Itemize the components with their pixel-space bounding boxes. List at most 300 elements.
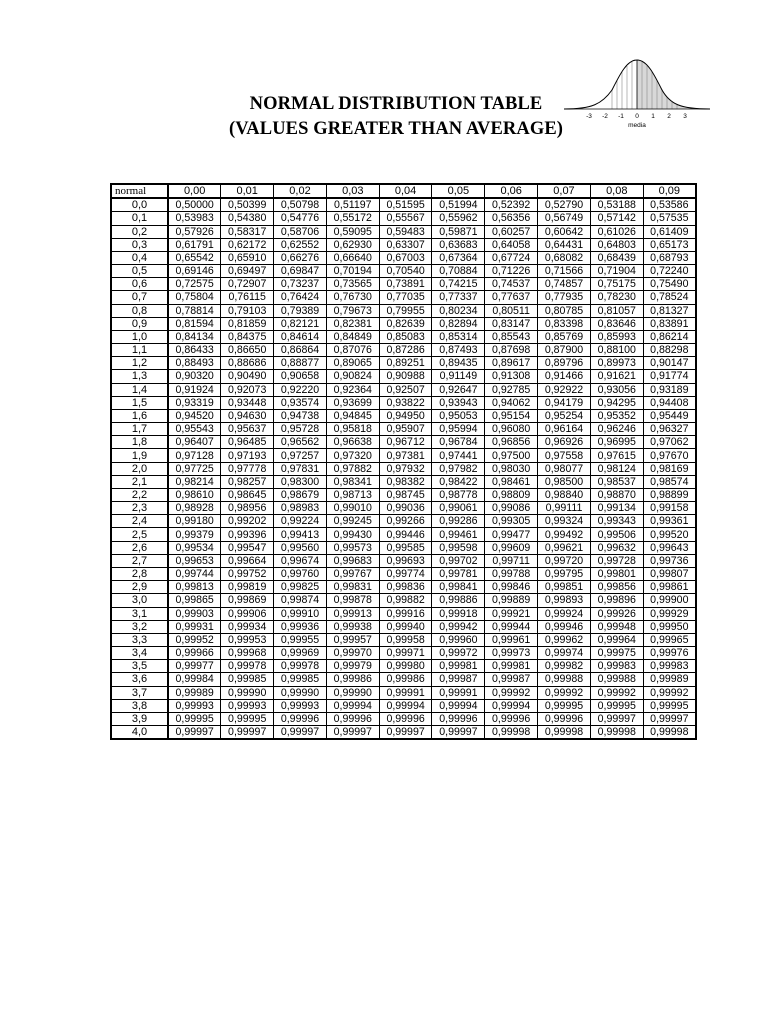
table-cell: 0,99683 bbox=[326, 554, 379, 567]
table-cell: 0,56356 bbox=[485, 212, 538, 225]
row-header: 1,0 bbox=[111, 330, 168, 343]
table-row bbox=[111, 567, 696, 580]
table-cell: 0,66640 bbox=[326, 251, 379, 264]
table-cell: 0,73891 bbox=[379, 278, 432, 291]
curve-tick-labels bbox=[586, 113, 687, 120]
table-cell: 0,99988 bbox=[538, 673, 591, 686]
table-cell: 0,96926 bbox=[538, 436, 591, 449]
row-header: 0,2 bbox=[111, 225, 168, 238]
tick-label: -2 bbox=[602, 113, 608, 120]
table-cell: 0,96485 bbox=[221, 436, 274, 449]
table-cell: 0,58317 bbox=[221, 225, 274, 238]
table-cell: 0,99653 bbox=[168, 554, 221, 567]
table-cell: 0,99978 bbox=[274, 660, 327, 673]
table-cell: 0,98983 bbox=[274, 502, 327, 515]
table-cell: 0,64058 bbox=[485, 238, 538, 251]
normal-table-container bbox=[110, 183, 697, 740]
table-cell: 0,99598 bbox=[432, 541, 485, 554]
table-row bbox=[111, 251, 696, 264]
table-cell: 0,99903 bbox=[168, 607, 221, 620]
table-cell: 0,70884 bbox=[432, 265, 485, 278]
table-row bbox=[111, 620, 696, 633]
table-cell: 0,62552 bbox=[274, 238, 327, 251]
table-cell: 0,99948 bbox=[590, 620, 643, 633]
table-cell: 0,97381 bbox=[379, 449, 432, 462]
table-cell: 0,99961 bbox=[485, 633, 538, 646]
table-cell: 0,99992 bbox=[485, 686, 538, 699]
table-cell: 0,79673 bbox=[326, 304, 379, 317]
table-cell: 0,78230 bbox=[590, 291, 643, 304]
tick-label: 3 bbox=[683, 113, 687, 120]
table-cell: 0,95818 bbox=[326, 423, 379, 436]
table-row bbox=[111, 449, 696, 462]
table-cell: 0,89065 bbox=[326, 357, 379, 370]
table-cell: 0,99998 bbox=[643, 726, 696, 740]
table-cell: 0,97441 bbox=[432, 449, 485, 462]
table-cell: 0,99934 bbox=[221, 620, 274, 633]
table-row bbox=[111, 686, 696, 699]
table-cell: 0,97558 bbox=[538, 449, 591, 462]
table-cell: 0,57535 bbox=[643, 212, 696, 225]
table-cell: 0,98169 bbox=[643, 462, 696, 475]
table-cell: 0,99991 bbox=[432, 686, 485, 699]
table-cell: 0,94408 bbox=[643, 396, 696, 409]
table-cell: 0,99767 bbox=[326, 567, 379, 580]
table-cell: 0,84134 bbox=[168, 330, 221, 343]
table-cell: 0,80511 bbox=[485, 304, 538, 317]
table-body bbox=[111, 198, 696, 739]
table-row bbox=[111, 647, 696, 660]
table-cell: 0,99036 bbox=[379, 502, 432, 515]
title-line-2: (VALUES GREATER THAN AVERAGE) bbox=[228, 119, 564, 139]
table-cell: 0,93822 bbox=[379, 396, 432, 409]
tick-label: 0 bbox=[635, 113, 639, 120]
row-header: 0,7 bbox=[111, 291, 168, 304]
table-row bbox=[111, 423, 696, 436]
row-header: 2,8 bbox=[111, 567, 168, 580]
table-cell: 0,98077 bbox=[538, 462, 591, 475]
table-cell: 0,99900 bbox=[643, 594, 696, 607]
table-cell: 0,99846 bbox=[485, 581, 538, 594]
tick-label: -3 bbox=[586, 113, 592, 120]
row-header: 0,1 bbox=[111, 212, 168, 225]
table-cell: 0,99874 bbox=[274, 594, 327, 607]
tick-label: 2 bbox=[667, 113, 671, 120]
table-cell: 0,97882 bbox=[326, 462, 379, 475]
table-cell: 0,99990 bbox=[221, 686, 274, 699]
table-cell: 0,99693 bbox=[379, 554, 432, 567]
table-cell: 0,59483 bbox=[379, 225, 432, 238]
row-header: 1,5 bbox=[111, 396, 168, 409]
table-cell: 0,99942 bbox=[432, 620, 485, 633]
table-row bbox=[111, 712, 696, 725]
table-cell: 0,97778 bbox=[221, 462, 274, 475]
table-cell: 0,95907 bbox=[379, 423, 432, 436]
table-cell: 0,99825 bbox=[274, 581, 327, 594]
table-cell: 0,99343 bbox=[590, 515, 643, 528]
table-cell: 0,83398 bbox=[538, 317, 591, 330]
table-cell: 0,99795 bbox=[538, 567, 591, 580]
row-header: 2,0 bbox=[111, 462, 168, 475]
column-header: 0,00 bbox=[168, 184, 221, 198]
row-header: 0,9 bbox=[111, 317, 168, 330]
table-cell: 0,99836 bbox=[379, 581, 432, 594]
table-cell: 0,99702 bbox=[432, 554, 485, 567]
row-header: 3,8 bbox=[111, 699, 168, 712]
table-cell: 0,51994 bbox=[432, 198, 485, 212]
table-cell: 0,99936 bbox=[274, 620, 327, 633]
table-cell: 0,90147 bbox=[643, 357, 696, 370]
table-cell: 0,79389 bbox=[274, 304, 327, 317]
table-cell: 0,99010 bbox=[326, 502, 379, 515]
table-cell: 0,67003 bbox=[379, 251, 432, 264]
column-header: 0,02 bbox=[274, 184, 327, 198]
table-cell: 0,60642 bbox=[538, 225, 591, 238]
table-cell: 0,98610 bbox=[168, 488, 221, 501]
table-cell: 0,83891 bbox=[643, 317, 696, 330]
table-cell: 0,99774 bbox=[379, 567, 432, 580]
table-cell: 0,99906 bbox=[221, 607, 274, 620]
table-cell: 0,95254 bbox=[538, 409, 591, 422]
row-header: 0,4 bbox=[111, 251, 168, 264]
table-cell: 0,54776 bbox=[274, 212, 327, 225]
table-cell: 0,98030 bbox=[485, 462, 538, 475]
table-cell: 0,94295 bbox=[590, 396, 643, 409]
table-cell: 0,98745 bbox=[379, 488, 432, 501]
table-row bbox=[111, 607, 696, 620]
table-cell: 0,99492 bbox=[538, 528, 591, 541]
table-cell: 0,63683 bbox=[432, 238, 485, 251]
row-header: 3,0 bbox=[111, 594, 168, 607]
table-cell: 0,67724 bbox=[485, 251, 538, 264]
table-cell: 0,61409 bbox=[643, 225, 696, 238]
row-header: 1,8 bbox=[111, 436, 168, 449]
table-cell: 0,86214 bbox=[643, 330, 696, 343]
table-cell: 0,99361 bbox=[643, 515, 696, 528]
table-cell: 0,52790 bbox=[538, 198, 591, 212]
table-cell: 0,97320 bbox=[326, 449, 379, 462]
table-cell: 0,99266 bbox=[379, 515, 432, 528]
table-cell: 0,83147 bbox=[485, 317, 538, 330]
table-cell: 0,99547 bbox=[221, 541, 274, 554]
table-cell: 0,97062 bbox=[643, 436, 696, 449]
table-cell: 0,90988 bbox=[379, 370, 432, 383]
table-cell: 0,72907 bbox=[221, 278, 274, 291]
table-cell: 0,82639 bbox=[379, 317, 432, 330]
table-cell: 0,99997 bbox=[221, 726, 274, 740]
table-cell: 0,91621 bbox=[590, 370, 643, 383]
table-cell: 0,70194 bbox=[326, 265, 379, 278]
table-cell: 0,56749 bbox=[538, 212, 591, 225]
table-cell: 0,99992 bbox=[538, 686, 591, 699]
row-header: 3,4 bbox=[111, 647, 168, 660]
table-cell: 0,99994 bbox=[432, 699, 485, 712]
table-cell: 0,99993 bbox=[274, 699, 327, 712]
table-cell: 0,87076 bbox=[326, 344, 379, 357]
table-cell: 0,99992 bbox=[643, 686, 696, 699]
table-cell: 0,99996 bbox=[538, 712, 591, 725]
table-cell: 0,79955 bbox=[379, 304, 432, 317]
title-line-1: NORMAL DISTRIBUTION TABLE bbox=[249, 94, 543, 114]
table-cell: 0,93943 bbox=[432, 396, 485, 409]
table-cell: 0,67364 bbox=[432, 251, 485, 264]
table-cell: 0,99461 bbox=[432, 528, 485, 541]
column-header: 0,09 bbox=[643, 184, 696, 198]
table-cell: 0,99987 bbox=[485, 673, 538, 686]
table-cell: 0,61026 bbox=[590, 225, 643, 238]
table-cell: 0,99224 bbox=[274, 515, 327, 528]
table-cell: 0,98422 bbox=[432, 475, 485, 488]
table-cell: 0,99841 bbox=[432, 581, 485, 594]
table-cell: 0,76115 bbox=[221, 291, 274, 304]
table-cell: 0,68082 bbox=[538, 251, 591, 264]
column-header: 0,05 bbox=[432, 184, 485, 198]
table-cell: 0,99918 bbox=[432, 607, 485, 620]
table-cell: 0,77035 bbox=[379, 291, 432, 304]
table-cell: 0,98870 bbox=[590, 488, 643, 501]
table-cell: 0,87286 bbox=[379, 344, 432, 357]
table-cell: 0,99931 bbox=[168, 620, 221, 633]
table-cell: 0,98809 bbox=[485, 488, 538, 501]
table-cell: 0,99995 bbox=[643, 699, 696, 712]
table-cell: 0,96562 bbox=[274, 436, 327, 449]
table-cell: 0,99969 bbox=[274, 647, 327, 660]
table-cell: 0,85083 bbox=[379, 330, 432, 343]
table-cell: 0,85543 bbox=[485, 330, 538, 343]
table-cell: 0,98840 bbox=[538, 488, 591, 501]
table-cell: 0,99910 bbox=[274, 607, 327, 620]
table-cell: 0,91774 bbox=[643, 370, 696, 383]
table-cell: 0,99985 bbox=[221, 673, 274, 686]
tick-label: -1 bbox=[618, 113, 624, 120]
table-cell: 0,55172 bbox=[326, 212, 379, 225]
table-cell: 0,99728 bbox=[590, 554, 643, 567]
row-header: 0,3 bbox=[111, 238, 168, 251]
table-cell: 0,99180 bbox=[168, 515, 221, 528]
table-cell: 0,81594 bbox=[168, 317, 221, 330]
table-cell: 0,99856 bbox=[590, 581, 643, 594]
table-cell: 0,95053 bbox=[432, 409, 485, 422]
table-cell: 0,99938 bbox=[326, 620, 379, 633]
table-cell: 0,99831 bbox=[326, 581, 379, 594]
table-cell: 0,98713 bbox=[326, 488, 379, 501]
row-header: 0,0 bbox=[111, 198, 168, 212]
table-cell: 0,75175 bbox=[590, 278, 643, 291]
table-cell: 0,98956 bbox=[221, 502, 274, 515]
table-cell: 0,87900 bbox=[538, 344, 591, 357]
table-cell: 0,97831 bbox=[274, 462, 327, 475]
table-cell: 0,92785 bbox=[485, 383, 538, 396]
header-row bbox=[111, 184, 696, 198]
table-cell: 0,99788 bbox=[485, 567, 538, 580]
table-row bbox=[111, 357, 696, 370]
table-cell: 0,99921 bbox=[485, 607, 538, 620]
row-header: 3,9 bbox=[111, 712, 168, 725]
table-cell: 0,99996 bbox=[432, 712, 485, 725]
table-cell: 0,99976 bbox=[643, 647, 696, 660]
table-row bbox=[111, 409, 696, 422]
row-header: 0,5 bbox=[111, 265, 168, 278]
table-cell: 0,98382 bbox=[379, 475, 432, 488]
table-cell: 0,64431 bbox=[538, 238, 591, 251]
table-cell: 0,94630 bbox=[221, 409, 274, 422]
row-header: 2,5 bbox=[111, 528, 168, 541]
table-cell: 0,71904 bbox=[590, 265, 643, 278]
table-cell: 0,50798 bbox=[274, 198, 327, 212]
table-cell: 0,95994 bbox=[432, 423, 485, 436]
table-cell: 0,89973 bbox=[590, 357, 643, 370]
table-cell: 0,99865 bbox=[168, 594, 221, 607]
table-cell: 0,98899 bbox=[643, 488, 696, 501]
table-cell: 0,50399 bbox=[221, 198, 274, 212]
table-cell: 0,96246 bbox=[590, 423, 643, 436]
table-row bbox=[111, 554, 696, 567]
table-cell: 0,96327 bbox=[643, 423, 696, 436]
table-cell: 0,90824 bbox=[326, 370, 379, 383]
table-cell: 0,99970 bbox=[326, 647, 379, 660]
table-cell: 0,99916 bbox=[379, 607, 432, 620]
table-cell: 0,99744 bbox=[168, 567, 221, 580]
table-row bbox=[111, 726, 696, 740]
table-cell: 0,71566 bbox=[538, 265, 591, 278]
table-cell: 0,62930 bbox=[326, 238, 379, 251]
table-cell: 0,69497 bbox=[221, 265, 274, 278]
table-cell: 0,96080 bbox=[485, 423, 538, 436]
table-cell: 0,53586 bbox=[643, 198, 696, 212]
table-cell: 0,93448 bbox=[221, 396, 274, 409]
table-cell: 0,99994 bbox=[379, 699, 432, 712]
row-header: 3,6 bbox=[111, 673, 168, 686]
table-cell: 0,58706 bbox=[274, 225, 327, 238]
table-cell: 0,63307 bbox=[379, 238, 432, 251]
table-cell: 0,99760 bbox=[274, 567, 327, 580]
table-cell: 0,65173 bbox=[643, 238, 696, 251]
table-cell: 0,99984 bbox=[168, 673, 221, 686]
table-cell: 0,94520 bbox=[168, 409, 221, 422]
table-cell: 0,99995 bbox=[168, 712, 221, 725]
table-cell: 0,99446 bbox=[379, 528, 432, 541]
table-cell: 0,85314 bbox=[432, 330, 485, 343]
table-row bbox=[111, 265, 696, 278]
table-row bbox=[111, 330, 696, 343]
table-cell: 0,87493 bbox=[432, 344, 485, 357]
table-cell: 0,99086 bbox=[485, 502, 538, 515]
table-cell: 0,69146 bbox=[168, 265, 221, 278]
table-cell: 0,99609 bbox=[485, 541, 538, 554]
table-cell: 0,96164 bbox=[538, 423, 591, 436]
table-cell: 0,99752 bbox=[221, 567, 274, 580]
table-cell: 0,99972 bbox=[432, 647, 485, 660]
table-cell: 0,99324 bbox=[538, 515, 591, 528]
table-cell: 0,73237 bbox=[274, 278, 327, 291]
table-cell: 0,52392 bbox=[485, 198, 538, 212]
table-cell: 0,97193 bbox=[221, 449, 274, 462]
table-cell: 0,98300 bbox=[274, 475, 327, 488]
table-cell: 0,95543 bbox=[168, 423, 221, 436]
table-cell: 0,97670 bbox=[643, 449, 696, 462]
table-cell: 0,99990 bbox=[274, 686, 327, 699]
table-cell: 0,62172 bbox=[221, 238, 274, 251]
table-cell: 0,93699 bbox=[326, 396, 379, 409]
table-cell: 0,98679 bbox=[274, 488, 327, 501]
table-cell: 0,99202 bbox=[221, 515, 274, 528]
table-cell: 0,90320 bbox=[168, 370, 221, 383]
row-header: 2,4 bbox=[111, 515, 168, 528]
table-cell: 0,92647 bbox=[432, 383, 485, 396]
table-cell: 0,99986 bbox=[326, 673, 379, 686]
table-cell: 0,84849 bbox=[326, 330, 379, 343]
table-cell: 0,93056 bbox=[590, 383, 643, 396]
table-row bbox=[111, 633, 696, 646]
table-cell: 0,99944 bbox=[485, 620, 538, 633]
table-cell: 0,76730 bbox=[326, 291, 379, 304]
table-row bbox=[111, 291, 696, 304]
table-cell: 0,85993 bbox=[590, 330, 643, 343]
table-cell: 0,93574 bbox=[274, 396, 327, 409]
table-cell: 0,57142 bbox=[590, 212, 643, 225]
table-cell: 0,77337 bbox=[432, 291, 485, 304]
table-row bbox=[111, 660, 696, 673]
table-cell: 0,65542 bbox=[168, 251, 221, 264]
table-cell: 0,96784 bbox=[432, 436, 485, 449]
table-cell: 0,99998 bbox=[538, 726, 591, 740]
table-cell: 0,99990 bbox=[326, 686, 379, 699]
table-cell: 0,99973 bbox=[485, 647, 538, 660]
table-cell: 0,99946 bbox=[538, 620, 591, 633]
table-row bbox=[111, 317, 696, 330]
table-cell: 0,92220 bbox=[274, 383, 327, 396]
column-header: 0,01 bbox=[221, 184, 274, 198]
table-cell: 0,99996 bbox=[274, 712, 327, 725]
table-cell: 0,91924 bbox=[168, 383, 221, 396]
table-row bbox=[111, 304, 696, 317]
table-cell: 0,64803 bbox=[590, 238, 643, 251]
table-cell: 0,98214 bbox=[168, 475, 221, 488]
table-cell: 0,96638 bbox=[326, 436, 379, 449]
table-cell: 0,95728 bbox=[274, 423, 327, 436]
table-cell: 0,90490 bbox=[221, 370, 274, 383]
table-cell: 0,99997 bbox=[168, 726, 221, 740]
tick-label: 1 bbox=[651, 113, 655, 120]
table-cell: 0,92922 bbox=[538, 383, 591, 396]
table-cell: 0,99993 bbox=[221, 699, 274, 712]
table-cell: 0,97932 bbox=[379, 462, 432, 475]
table-row bbox=[111, 488, 696, 501]
table-cell: 0,60257 bbox=[485, 225, 538, 238]
table-row bbox=[111, 278, 696, 291]
table-cell: 0,99996 bbox=[326, 712, 379, 725]
table-cell: 0,99995 bbox=[590, 699, 643, 712]
table-row bbox=[111, 212, 696, 225]
table-cell: 0,99929 bbox=[643, 607, 696, 620]
table-cell: 0,99245 bbox=[326, 515, 379, 528]
table-cell: 0,74857 bbox=[538, 278, 591, 291]
table-cell: 0,82121 bbox=[274, 317, 327, 330]
table-cell: 0,99413 bbox=[274, 528, 327, 541]
table-row bbox=[111, 515, 696, 528]
table-row bbox=[111, 673, 696, 686]
table-cell: 0,96407 bbox=[168, 436, 221, 449]
table-cell: 0,99560 bbox=[274, 541, 327, 554]
table-cell: 0,98928 bbox=[168, 502, 221, 515]
table-row bbox=[111, 225, 696, 238]
table-cell: 0,95637 bbox=[221, 423, 274, 436]
table-cell: 0,96712 bbox=[379, 436, 432, 449]
table-cell: 0,88493 bbox=[168, 357, 221, 370]
table-cell: 0,69847 bbox=[274, 265, 327, 278]
table-cell: 0,94062 bbox=[485, 396, 538, 409]
row-header: 2,1 bbox=[111, 475, 168, 488]
